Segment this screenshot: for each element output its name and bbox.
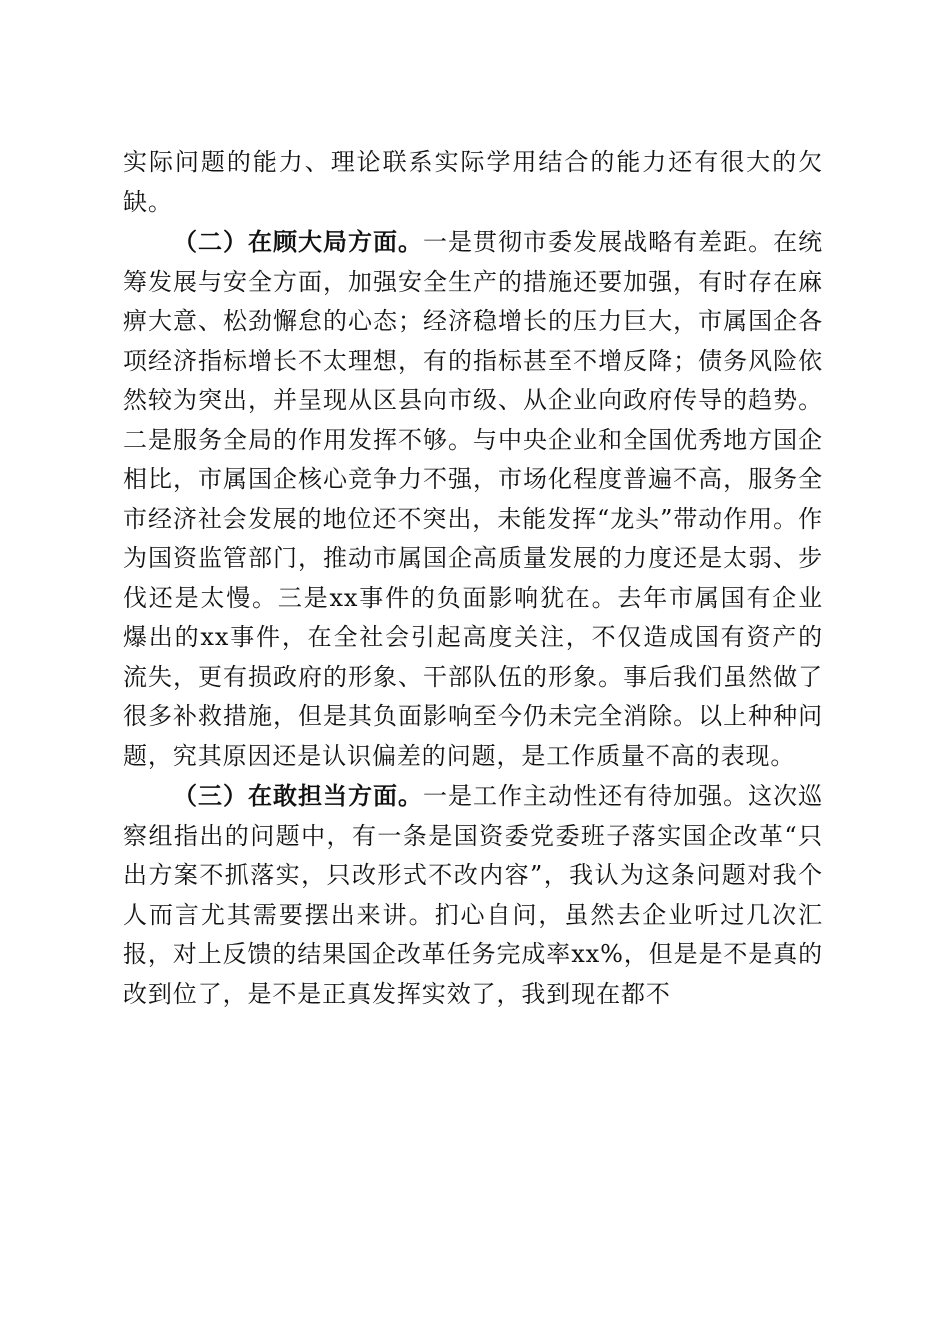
- paragraph-responsibility: [123, 776, 823, 1014]
- paragraph-text: 一是工作主动性还有待加强。这次巡察组指出的问题中，有一条是国资委党委班子落实国企改革“只出方案不抓落实，只改形式不改内容”，我认为这条问题对我个人而言尤其需要摆出来讲。扪心自问，虽然去企业听过几次汇报，对上反馈的结果国企改革任务完成率xx%，但是是不是真的改到位了，是不是正真发挥实效了，我到现在都不: [123, 782, 824, 1008]
- paragraph-text: 一是贯彻市委发展战略有差距。在统筹发展与安全方面，加强安全生产的措施还要加强，有时存在麻痹大意、松劲懈怠的心态；经济稳增长的压力巨大，市属国企各项经济指标增长不太理想，有的指标甚至不增反降；债务风险依然较为突出，并呈现从区县向市级、从企业向政府传导的趋势。二是服务全局的作用发挥不够。与中央企业和全国优秀地方国企相比，市属国企核心竞争力不强，市场化程度普遍不高，服务全市经济社会发展的地位还不突出，未能发挥“龙头”带动作用。作为国资监管部门，推动市属国企高质量发展的力度还是太弱、步伐还是太慢。三是xx事件的负面影响犹在。去年市属国有企业爆出的xx事件，在全社会引起高度关注，不仅造成国有资产的流失，更有损政府的形象、干部队伍的形象。事后我们虽然做了很多补救措施，但是其负面影响至今仍未完全消除。以上种种问题，究其原因还是认识偏差的问题，是工作质量不高的表现。: [123, 228, 824, 770]
- paragraph-continuation: [123, 143, 823, 222]
- section-heading: （二）在顾大局方面。: [173, 227, 424, 256]
- section-heading: （三）在敢担当方面。: [173, 781, 424, 810]
- paragraph-text: 实际问题的能力、理论联系实际学用结合的能力还有很大的欠缺。: [123, 148, 823, 216]
- body-text: [123, 143, 823, 1014]
- paragraph-big-picture: [123, 222, 823, 776]
